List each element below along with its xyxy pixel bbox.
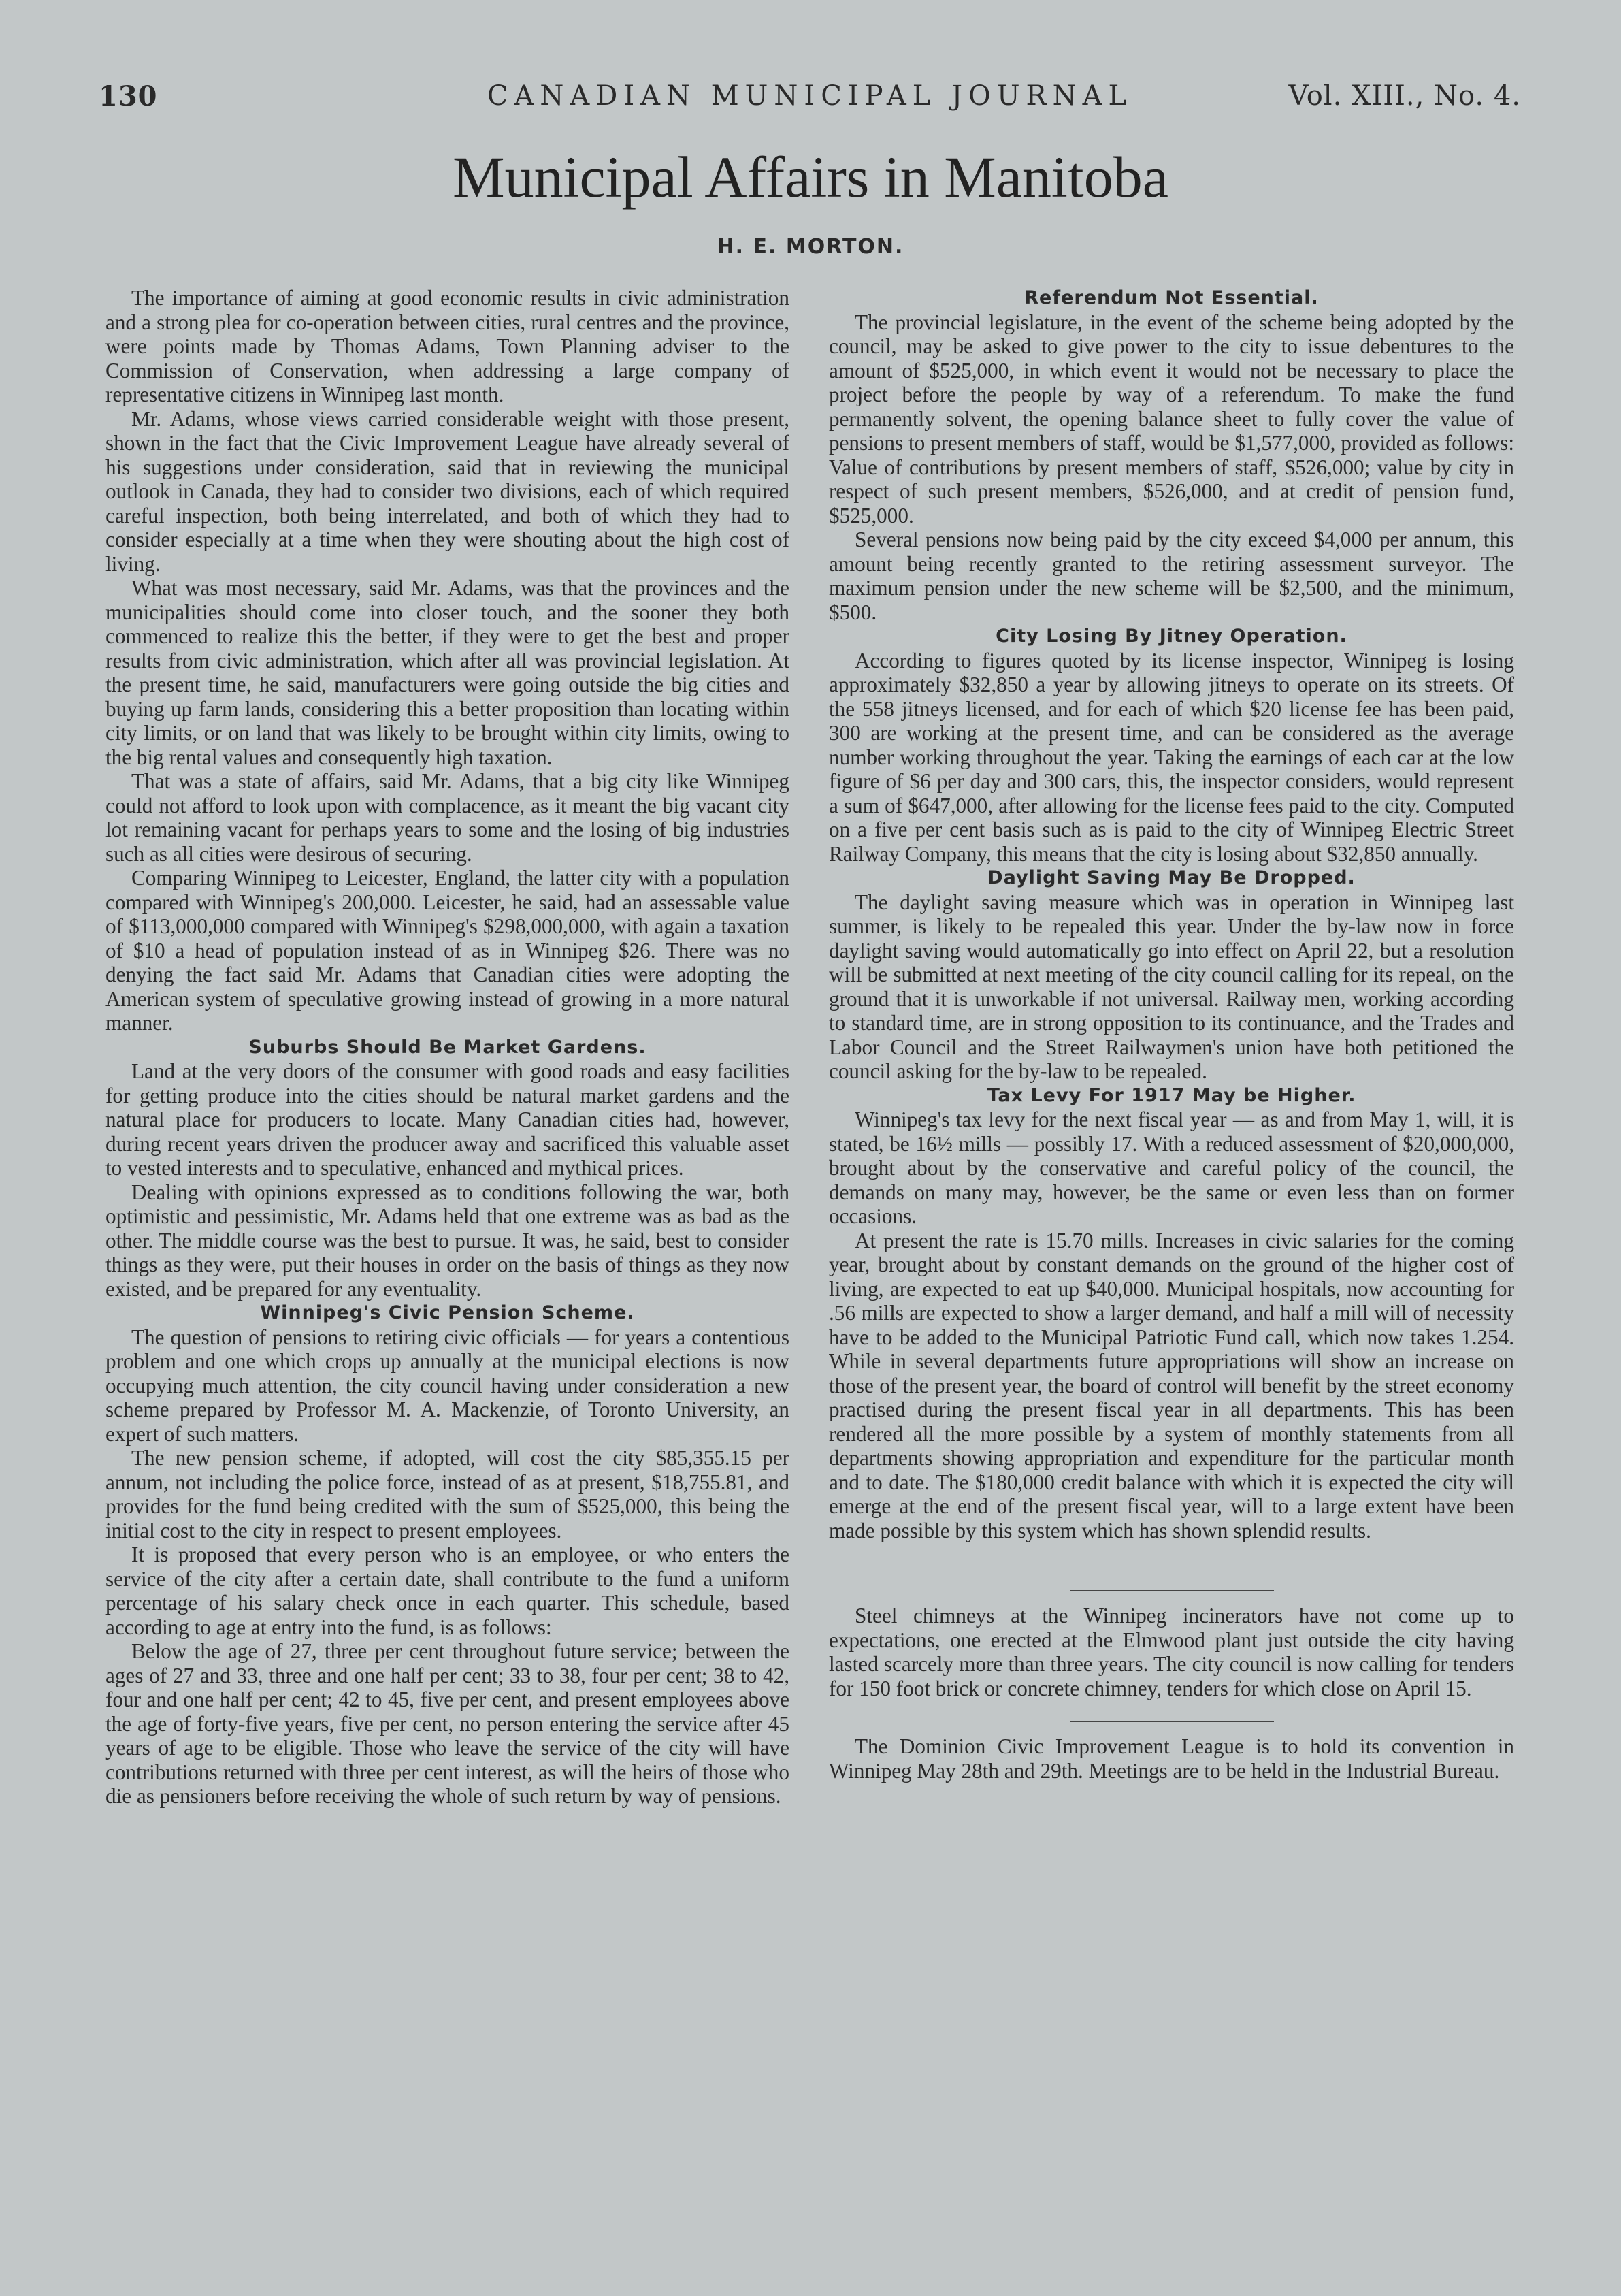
section-heading: Referendum Not Essential. xyxy=(1024,287,1319,308)
spacer xyxy=(829,1542,1514,1570)
paragraph: Dealing with opinions expressed as to conditions following the war, both optimistic and pessimistic, Mr. Adams held that one extreme was as bad as the other. The middle course was the best to pursue. It was, he said, best to consider things as they were, put their houses in order on the basis of things as they now existed, and be prepared for any eventuality. xyxy=(105,1180,789,1301)
paragraph: It is proposed that every person who is an employee, or who enters the service of the city after a certain date, shall contribute to the fund a uniform percentage of his salary check once in each quarter. This schedule, based according to age at entry into the fund, is as follows: xyxy=(105,1542,789,1639)
running-header xyxy=(99,80,1521,124)
paragraph: That was a state of affairs, said Mr. Adams, that a big city like Winnipeg could not afford to look upon with complacence, as it meant the big vacant city lot remaining vacant for perhaps years to some and the losing of big industries such as all cities were desirous of securing. xyxy=(105,769,789,866)
section-heading: Daylight Saving May Be Dropped. xyxy=(987,867,1356,888)
right-column xyxy=(829,286,1514,1783)
divider xyxy=(1070,1721,1274,1722)
paragraph: Land at the very doors of the consumer with good roads and easy facilities for getting produce into the cities should be natural market gardens and the natural place for producers to locate. Many Canadian cities had, however, during recent years driven the producer away and sacrificed this valuable asset to vested interests and to speculative, enhanced and mythical prices. xyxy=(105,1059,789,1180)
section-heading: Suburbs Should Be Market Gardens. xyxy=(248,1036,646,1058)
paragraph: The question of pensions to retiring civic officials — for years a contentious problem and one which crops up annually at the municipal elections is now occupying much attention, the city council having under consideration a new scheme prepared by Professor M. A. Mackenzie, of Toronto University, an expert of such matters. xyxy=(105,1325,789,1446)
paragraph: The importance of aiming at good economic results in civic administration and a strong plea for co-operation between cities, rural centres and the province, were points made by Thomas Adams, Town Planning adviser to the Commission of Conservation, when addressing a large company of representative citizens in Winnipeg last month. xyxy=(105,286,789,406)
paragraph: The daylight saving measure which was in operation in Winnipeg last summer, is likely to be repealed this year. Under the by-law now in force daylight saving would automatically go into effect on April 22, but a resolution will be submitted at next meeting of the city council calling for its repeal, on the ground that it is unworkable if not universal. Railway men, working according to standard time, are in strong opposition to its continuance, and the Trades and Labor Council and the Street Railwaymen's union have both petitioned the council asking for the by-law to be repealed. xyxy=(829,890,1514,1083)
paragraph: According to figures quoted by its license inspector, Winnipeg is losing approximately $32,850 a year by allowing jitneys to operate on its streets. Of the 558 jitneys licensed, and for each of which $20 license fee has been paid, 300 are working at the present time, and can be considered as the average number working throughout the year. Taking the earnings of each car at the low figure of $6 per day and 300 cars, this, the inspector considers, would represent a sum of $647,000, after allowing for the license fees paid to the city. Computed on a five per cent basis such as is paid to the city of Winnipeg Electric Street Railway Company, this means that the city is losing about $32,850 annually. xyxy=(829,648,1514,866)
section-heading: Winnipeg's Civic Pension Scheme. xyxy=(260,1302,635,1323)
paragraph: Comparing Winnipeg to Leicester, England, the latter city with a population compared with Winnipeg's 200,000. Leicester, he said, had an assessable value of $113,000,000 compared with Winnipeg's $298,000,000, with again a taxation of $10 a head of population instead of as in Winnipeg $26. There was no denying the fact said Mr. Adams that Canadian cities were adopting the American system of speculative growing instead of growing in a more natural manner. xyxy=(105,866,789,1035)
paragraph: What was most necessary, said Mr. Adams, was that the provinces and the municipalities should come into closer touch, and the sooner they both commenced to realize this the better, if they were to get the best and proper results from civic administration, which after all was provincial legislation. At the present time, he said, manufacturers were going outside the big cities and buying up farm lands, considering this a better proposition than locating within city limits, or on land that was likely to be brought within city limits, owing to the big rental values and consequently high taxation. xyxy=(105,576,789,769)
paragraph: At present the rate is 15.70 mills. Increases in civic salaries for the coming year, brought about by constant demands on the ground of the higher cost of living, are expected to eat up $40,000. Municipal hospitals, now accounting for .56 mills are expected to show a larger demand, and half a mill will of necessity have to be added to the Municipal Patriotic Fund call, which now takes 1.254. While in several departments future appropriations will show an increase on those of the present year, the board of control will benefit by the street economy practised during the present fiscal year in all departments. This has been rendered all the more possible by a system of monthly statements from all departments showing appropriation and expenditure for the particular month and to date. The $180,000 credit balance with which it is expected the city will emerge at the end of the present fiscal year, will to a large extent have been made possible by this system which has shown splendid results. xyxy=(829,1228,1514,1542)
page-number: 130 xyxy=(99,80,158,112)
article-author: H. E. MORTON. xyxy=(717,235,904,259)
paragraph: The Dominion Civic Improvement League is to hold its convention in Winnipeg May 28th and 29th. Meetings are to be held in the Industrial Bureau. xyxy=(829,1734,1514,1783)
section-heading: City Losing By Jitney Operation. xyxy=(996,626,1347,647)
paragraph: Below the age of 27, three per cent throughout future service; between the ages of 27 and 33, three and one half per cent; 33 to 38, four per cent; 38 to 42, four and one half per cent; 42 to 45, five per cent, and present employees above the age of forty-five years, five per cent, no person entering the service after 45 years of age to be eligible. Those who leave the service of the city will have contributions returned with three per cent interest, as will the heirs of those who die as pensioners before receiving the whole of such return by way of pensions. xyxy=(105,1639,789,1808)
paragraph: Mr. Adams, whose views carried considerable weight with those present, shown in the fact that the Civic Improvement League have already several of his suggestions under consideration, said that in reviewing the municipal outlook in Canada, they had to consider two divisions, each of which required careful inspection, both being interrelated, and both of which they had to consider especially at a time when they were shouting about the high cost of living. xyxy=(105,406,789,576)
paragraph: Several pensions now being paid by the city exceed $4,000 per annum, this amount being recently granted to the retiring assessment surveyor. The maximum pension under the new scheme will be $2,500, and the minimum, $500. xyxy=(829,528,1514,624)
paragraph: Steel chimneys at the Winnipeg incinerators have not come up to expectations, one erected at the Elmwood plant just outside the city having lasted scarcely more than three years. The city council is now calling for tenders for 150 foot brick or concrete chimney, tenders for which close on April 15. xyxy=(829,1604,1514,1700)
left-column xyxy=(105,286,789,1809)
divider xyxy=(1070,1590,1274,1591)
paragraph: Winnipeg's tax levy for the next fiscal year — as and from May 1, will, it is stated, be 16½ mills — possibly 17. With a reduced assessment of $20,000,000, brought about by the conservative and careful policy of the council, the demands on many may, however, be the same or even less than on former occasions. xyxy=(829,1107,1514,1228)
paragraph: The provincial legislature, in the event of the scheme being adopted by the council, may be asked to give power to the city to issue debentures to the amount of $525,000, in which event it would not be necessary to place the project before the people by way of a referendum. To make the fund permanently solvent, the opening balance sheet to fully cover the value of pensions to present members of staff, would be $1,577,000, provided as follows: Value of contributions by present members of staff, $526,000; value by city in respect of such present members, $526,000, and at credit of pension fund, $525,000. xyxy=(829,310,1514,528)
section-heading: Tax Levy For 1917 May be Higher. xyxy=(987,1084,1356,1106)
volume-issue: Vol. XIII., No. 4. xyxy=(1288,80,1521,112)
journal-title: CANADIAN MUNICIPAL JOURNAL xyxy=(487,80,1133,112)
paragraph: The new pension scheme, if adopted, will cost the city $85,355.15 per annum, not including the police force, instead of as at present, $18,755.81, and provides for the fund being credited with the sum of $525,000, this being the initial cost to the city in respect to present employees. xyxy=(105,1446,789,1542)
article-title: Municipal Affairs in Manitoba xyxy=(453,144,1168,210)
